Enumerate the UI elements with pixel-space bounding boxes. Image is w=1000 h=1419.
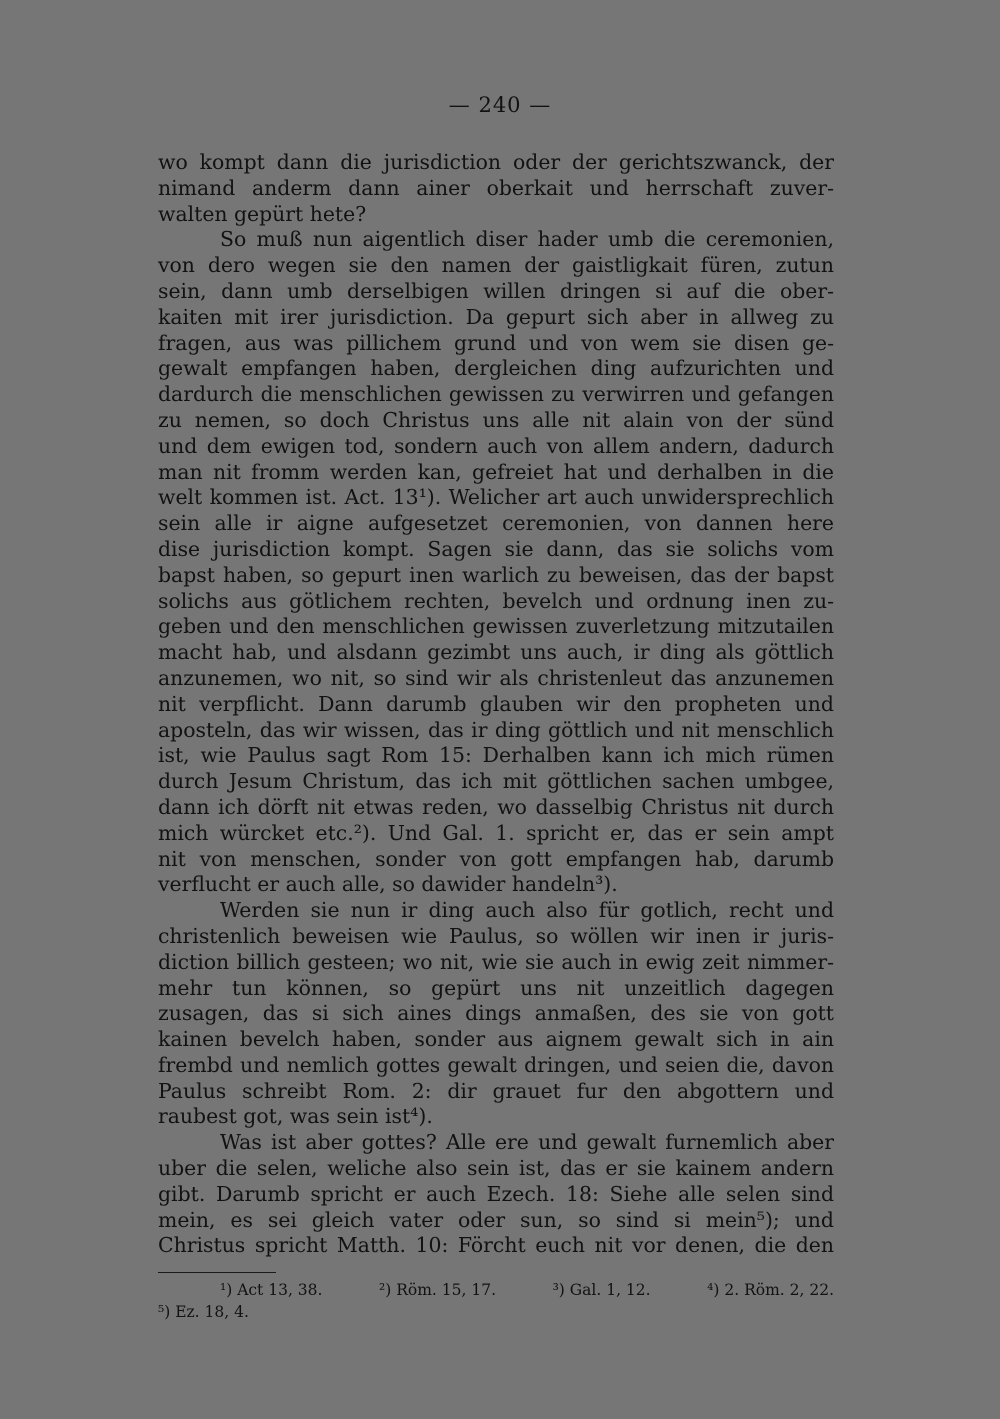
footnote-row-1: [158, 1279, 834, 1301]
text-line: christenlich beweisen wie Paulus, so wöllen wir inen ir juris-: [158, 923, 834, 948]
footnote-rule: [158, 1272, 276, 1273]
text-line: walten gepürt hete?: [158, 201, 367, 226]
text-line: diction billich gesteen; wo nit, wie sie auch in ewig zeit nimmer-: [158, 949, 834, 974]
text-line: man nit fromm werden kan, gefreiet hat und derhalben in die: [158, 459, 834, 484]
text-line: Was ist aber gottes? Alle ere und gewalt furnemlich aber: [220, 1130, 834, 1155]
text-line: aposteln, das wir wissen, das ir ding göttlich und nit menschlich: [158, 717, 834, 742]
text-line: von dero wegen sie den namen der gaistligkait füren, zutun: [158, 253, 834, 278]
text-line: nit verpflicht. Dann darumb glauben wir den propheten und: [158, 691, 834, 716]
text-line: anzunemen, wo nit, so sind wir als christenleut das anzunemen: [158, 665, 834, 690]
paragraph: [158, 150, 834, 227]
text-line: dann ich dörft nit etwas reden, wo dasselbig Christus nit durch: [158, 794, 834, 819]
text-line: uber die selen, weliche also sein ist, das er sie kainem andern: [158, 1156, 834, 1181]
text-line: dardurch die menschlichen gewissen zu verwirren und gefangen: [158, 382, 834, 407]
text-line: kaiten mit irer jurisdiction. Da gepurt sich aber in allweg zu: [158, 304, 834, 329]
text-line: nimand anderm dann ainer oberkait und herrschaft zuver-: [158, 175, 834, 200]
page-number: — 240 —: [448, 93, 552, 117]
footnote: ³) Gal. 1, 12.: [552, 1281, 651, 1299]
text-line: Paulus schreibt Rom. 2: dir grauet fur den abgottern und: [158, 1078, 834, 1103]
text-line: und dem ewigen tod, sondern auch von allem andern, dadurch: [158, 433, 834, 458]
paragraph: [158, 898, 834, 1130]
text-line: Christus spricht Matth. 10: Förcht euch nit vor denen, die den: [158, 1233, 834, 1258]
text-line: bapst haben, so gepurt inen warlich zu beweisen, das der bapst: [158, 562, 834, 587]
text-line: ist, wie Paulus sagt Rom 15: Derhalben kann ich mich rümen: [158, 743, 834, 768]
text-line: durch Jesum Christum, das ich mit göttlichen sachen umbgee,: [158, 769, 834, 794]
main-text: [158, 150, 834, 1259]
text-line: zu nemen, so doch Christus uns alle nit alain von der sünd: [158, 407, 834, 432]
text-line: zusagen, das si sich aines dings anmaßen, des sie von gott: [158, 1001, 834, 1026]
text-line: macht hab, und alsdann gezimbt uns auch, ir ding als göttlich: [158, 640, 834, 665]
footnotes: [158, 1279, 834, 1323]
text-line: mein, es sei gleich vater oder sun, so sind si mein⁵); und: [158, 1207, 834, 1232]
paragraph: [158, 1130, 834, 1259]
text-line: dise jurisdiction kompt. Sagen sie dann, das sie solichs vom: [158, 536, 834, 561]
text-line: kainen bevelch haben, sonder aus aignem gewalt sich in ain: [158, 1027, 834, 1052]
text-line: mich würcket etc.²). Und Gal. 1. spricht er, das er sein ampt: [158, 820, 834, 845]
footnote: ¹) Act 13, 38.: [220, 1281, 323, 1299]
text-line: nit von menschen, sonder von gott empfangen hab, darumb: [158, 846, 834, 871]
text-line: solichs aus götlichem rechten, bevelch und ordnung inen zu-: [158, 588, 834, 613]
text-line: geben und den menschlichen gewissen zuverletzung mitzutailen: [158, 614, 834, 639]
text-line: fragen, aus was pillichem grund und von wem sie disen ge-: [158, 330, 834, 355]
text-line: frembd und nemlich gottes gewalt dringen, und seien die, davon: [158, 1052, 834, 1077]
text-line: gewalt empfangen haben, dergleichen ding aufzurichten und: [158, 356, 834, 381]
text-line: Werden sie nun ir ding auch also für gotlich, recht und: [220, 898, 834, 923]
text-line: raubest got, was sein ist⁴).: [158, 1104, 433, 1129]
footnote: ²) Röm. 15, 17.: [379, 1281, 497, 1299]
text-line: mehr tun können, so gepürt uns nit unzeitlich dagegen: [158, 975, 834, 1000]
footnote: ⁵) Ez. 18, 4.: [158, 1303, 249, 1321]
text-line: verflucht er auch alle, so dawider handeln³).: [158, 872, 618, 897]
text-line: gibt. Darumb spricht er auch Ezech. 18: Siehe alle selen sind: [158, 1181, 834, 1206]
text-line: wo kompt dann die jurisdiction oder der gerichtszwanck, der: [158, 150, 834, 174]
footnote: ⁴) 2. Röm. 2, 22.: [707, 1281, 834, 1299]
paragraph: [158, 227, 834, 898]
text-line: welt kommen ist. Act. 13¹). Welicher art auch unwidersprechlich: [158, 485, 834, 510]
text-line: sein, dann umb derselbigen willen dringen si auf die ober-: [158, 278, 834, 303]
text-line: sein alle ir aigne aufgesetzet ceremonien, von dannen here: [158, 511, 834, 536]
footnote-row-2: [158, 1301, 834, 1323]
text-line: So muß nun aigentlich diser hader umb die ceremonien,: [220, 227, 834, 252]
